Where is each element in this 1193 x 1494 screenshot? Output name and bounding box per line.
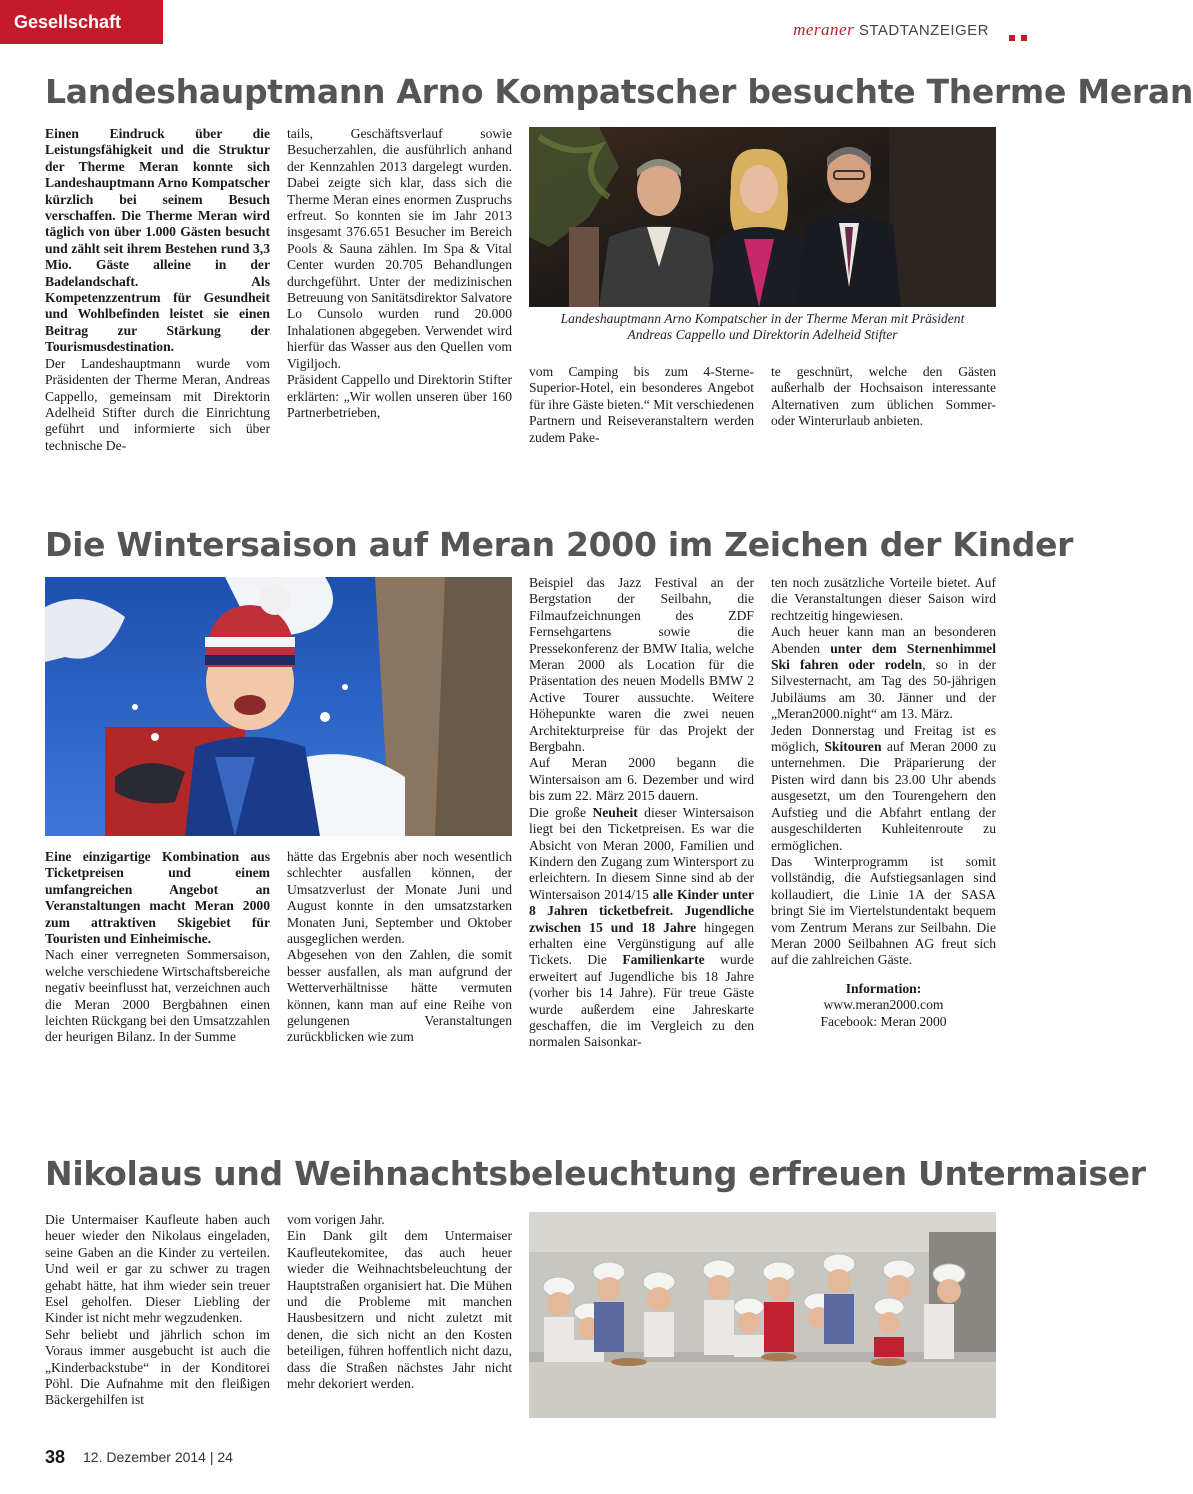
article2-col3 <box>529 575 754 1051</box>
article3-headline: Nikolaus und Weihnachtsbeleuchtung erfreuen Untermaiser <box>45 1154 1146 1193</box>
page-number: 38 <box>45 1447 66 1467</box>
article2-col3-p2: Auf Meran 2000 begann die Wintersaison am 6. Dezember und wird bis zum 22. März 2015 dauern. <box>529 755 754 804</box>
article2-col2-p1: hätte das Ergebnis aber noch wesentlich schlechter ausfallen können, der Umsatzverlust der Monate Juni und August konnte in den umsatzstarken Monaten Juni, September und Oktober ausgeglichen werden. <box>287 849 512 947</box>
article1-col3 <box>529 364 754 446</box>
article2-col1-body: Nach einer verregneten Sommersaison, welche verschiedene Wirtschaftsbereiche negativ beeinflusst hat, verzeichnen auch die Meran 2000 Bergbahnen einen leichten Rückgang bei den Umsatzzahlen der heurigen Bilanz. In der Summe <box>45 947 270 1045</box>
article2-col4-p2: Auch heuer kann man an besonderen Abenden unter dem Sternenhimmel Ski fahren oder rodeln, so in der Silvesternacht, am Tag des 50-jährigen Jubiläums am 30. Jänner und der „Meran2000.night“ am 13. März. <box>771 624 996 722</box>
article3-col2 <box>287 1212 512 1392</box>
article1-caption <box>529 311 996 344</box>
info-label: Information: <box>845 980 922 996</box>
article1-headline: Landeshauptmann Arno Kompatscher besuchte Therme Meran <box>45 72 1193 111</box>
info-web-link[interactable]: www.meran2000.com <box>823 997 944 1013</box>
article1-col4-text: te geschnürt, welche den Gästen außerhalb der Hochsaison interessante Alternativen zum üblichen Sommer- oder Winterurlaub anbieten. <box>771 364 996 429</box>
article1-col1-body: Der Landeshauptmann wurde vom Präsidenten der Therme Meran, Andreas Cappello, gemeinsam mit Direktorin Adelheid Stifter durch die Einrichtung geführt und informierte sich über technische De- <box>45 355 270 453</box>
article2-col2 <box>287 849 512 1046</box>
article1-col2-p2: Präsident Cappello und Direktorin Stifter erklärten: „Wir wollen unseren über 160 Partnerbetrieben, <box>287 372 512 420</box>
article3-col2-p1: vom vorigen Jahr. <box>287 1212 385 1227</box>
masthead-stadtanzeiger: STADTANZEIGER <box>858 22 989 39</box>
section-tab: Gesellschaft <box>0 0 163 44</box>
masthead-squares <box>1003 28 1027 46</box>
article2-photo <box>45 577 512 836</box>
article3-col1-p1: Die Untermaiser Kaufleute haben auch heuer wieder den Nikolaus eingeladen, seine Gaben an die Kinder zu verteilen. Und weil er gar zu schwer zu tragen gehabt hätte, hat ihm wieder sein treuer Esel geholfen. Dieser Liebling der Kinder ist nicht mehr wegzudenken. <box>45 1212 270 1326</box>
masthead-meraner: meraner <box>793 20 855 39</box>
article2-lead: Eine einzigartige Kombination aus Ticketpreisen und einem umfangreichen Angebot an Veranstaltungen macht Meran 2000 zum attraktiven Skigebiet für Touristen und Einheimische. <box>45 849 270 947</box>
article1-col2-p1: tails, Geschäftsverlauf sowie Besucherzahlen, die ausführlich anhand der Kennzahlen 2013 dargelegt wurden. Dabei zeigte sich klar, dass sich die Therme Meran eines enormen Zuspruchs erfreut. So konnten sie im Jahr 2013 insgesamt 376.651 Besucher im Bereich Pools & Sauna zählen. Im Spa & Vital Center wurden 20.705 Behandlungen durchgeführt. Unter der medizinischen Betreuung von Sanitätsdirektor Salvatore Lo Cunsolo wurden rund 20.000 Inhalationen abgegeben. Verwendet wird hierfür das Wasser aus den Quellen vom Vigiljoch. <box>287 126 512 371</box>
article2-col3-p1: Beispiel das Jazz Festival an der Bergstation der Seilbahn, die Filmaufzeichnungen des ZDF Fernsehgartens sowie die Pressekonferenz der BMW Italia, welche Meran 2000 als Location für die Präsentation des neuen Modells BMW 2 Active Tourer aussuchte. Weitere Höhepunkte waren die zwei neuen Architekturpreise für das Projekt der Bergbahn. <box>529 575 754 755</box>
article2-col1 <box>45 849 270 1046</box>
article3-col1-p2: Sehr beliebt und jährlich schon im Voraus immer ausgebucht ist auch die „Kinderbackstube“ in der Konditorei Pöhl. Die Aufnahme mit den fleißigen Bäckergehilfen ist <box>45 1326 270 1408</box>
article1-caption-line2: Andreas Cappello und Direktorin Adelheid Stifter <box>627 327 898 343</box>
article2-col4-p3: Jeden Donnerstag und Freitag ist es möglich, Skitouren auf Meran 2000 zu unternehmen. Die Präparierung der Pisten wird dann bis 23.00 Uhr abends ausgesetzt, um den Tourengehern den Aufstieg und die Abfahrt entlang der ausgeschilderten Kuhleitenroute zu ermöglichen. <box>771 722 996 853</box>
issue-date: 12. Dezember 2014 | 24 <box>83 1449 233 1465</box>
article3-photo <box>529 1212 996 1418</box>
article2-col3-p3: Die große Neuheit dieser Wintersaison liegt bei den Ticketpreisen. Es war die Absicht von Meran 2000, Familien und Kindern den Zugang zum Wintersport zu erleichtern. In diesem Sinne sind ab der Wintersaison 2014/15 alle Kinder unter 8 Jahren ticketbefreit. Jugendliche zwischen 15 und 18 Jahre hingegen erhalten eine Vergünstigung auf alle Tickets. Die Familienkarte wurde erweitert auf Jugendliche bis 18 Jahre (vorher bis 14 Jahre). Für treue Gäste wurde außerdem eine Jahreskarte geschaffen, die im Vergleich zu den normalen Saisonkar- <box>529 804 754 1050</box>
article1-col2 <box>287 126 512 421</box>
article2-col4-p1: ten noch zusätzliche Vorteile bietet. Auf die Veranstaltungen dieser Saison wird rechtzeitig hingewiesen. <box>771 575 996 623</box>
article2-col2-p2: Abgesehen von den Zahlen, die somit besser ausfallen, als man aufgrund der Wetterverhältnisse hätte vermuten können, kann man auf eine Reihe von gelungenen Veranstaltungen zurückblicken wie zum <box>287 947 512 1045</box>
article1-col1 <box>45 126 270 454</box>
article1-photo <box>529 127 996 307</box>
article2-col4-p4: Das Winterprogramm ist somit vollständig, die Aufstiegsanlagen sind kollaudiert, die Linie 1A der SASA bringt Sie im Viertelstundentakt bequem vom Zentrum Merans zur Seilbahn. Die Meran 2000 Seilbahnen AG freut sich auf die zahlreichen Gäste. <box>771 853 996 968</box>
masthead-logo <box>793 20 989 40</box>
article1-caption-line1: Landeshauptmann Arno Kompatscher in der Therme Meran mit Präsident <box>560 311 965 326</box>
article1-lead: Einen Eindruck über die Leistungsfähigkeit und die Struktur der Therme Meran konnte sich Landeshauptmann Arno Kompatscher kürzlich bei seinem Besuch verschaffen. Die Therme Meran wird täglich von über 1.000 Gästen besucht und zählt seit ihrem Bestehen rund 3,3 Mio. Gäste alleine in der Badelandschaft. Als Kompetenzzentrum für Gesundheit und Wohlbefinden leistet sie einen Beitrag zur Stärkung der Tourismusdestination. <box>45 126 270 355</box>
article3-col2-p2: Ein Dank gilt dem Untermaiser Kaufleutekomitee, das auch heuer wieder die Weihnachtsbeleuchtung der Hauptstraßen organisiert hat. Die Mühen und die Probleme mit manchen Hausbesitzern und nicht zuletzt mit denen, die sich nicht an den Kosten beteiligen, führen hoffentlich nicht dazu, dass die Straßen nächstes Jahr nicht mehr dekoriert werden. <box>287 1228 512 1392</box>
info-facebook: Facebook: Meran 2000 <box>820 1013 947 1029</box>
article1-col4 <box>771 364 996 430</box>
article2-col4 <box>771 575 996 1030</box>
article3-col1 <box>45 1212 270 1409</box>
article2-headline: Die Wintersaison auf Meran 2000 im Zeichen der Kinder <box>45 525 1074 564</box>
info-block <box>771 981 996 1030</box>
article1-col3-text: vom Camping bis zum 4-Sterne-Superior-Hotel, ein besonderes Angebot für ihre Gäste bieten.“ Mit verschiedenen Partnern und Reiseveranstaltern werden zudem Pake- <box>529 364 754 445</box>
